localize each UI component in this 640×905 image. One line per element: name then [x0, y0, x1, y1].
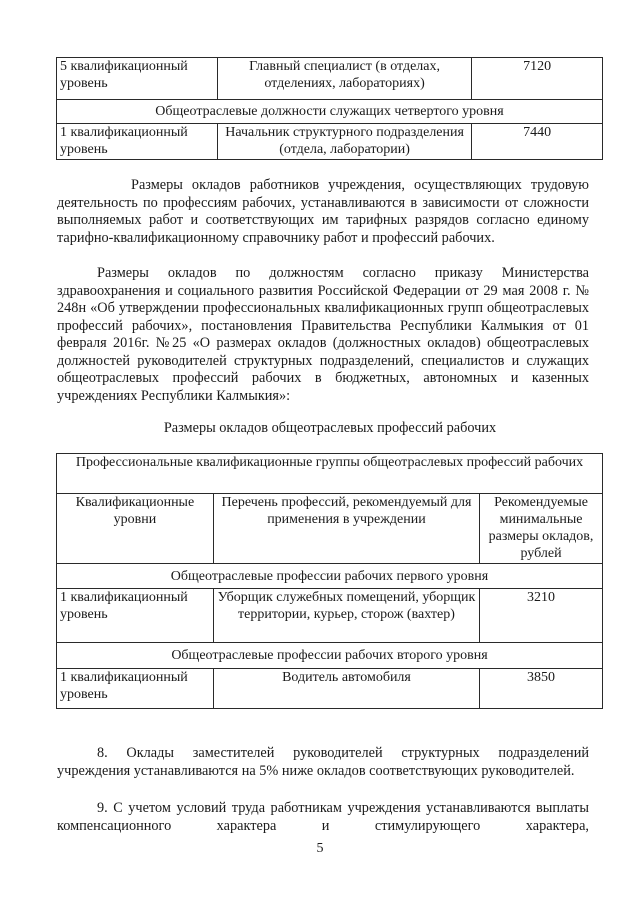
- table-row: [57, 58, 603, 100]
- paragraph-9: 9. С учетом условий труда работникам учреждения устанавливаются выплаты компенсационного характера и стимулирующего характера,: [57, 800, 589, 834]
- salary-cell: 3850: [480, 669, 603, 709]
- header-recommended-salary: Рекомендуемые минимальные размеры окладов, рублей: [480, 494, 603, 564]
- group-header-cell: Общеотраслевые профессии рабочих первого уровня: [57, 564, 603, 589]
- paragraph-legal-basis: Размеры окладов по должностям согласно приказу Министерства здравоохранения и социального развития Российской Федерации от 29 мая 2008 г. № 248н «Об утверждении профессиональных квалификационных групп общеотраслевых профессий рабочих», постановления Правительства Республики Калмыкия от 01 февраля 2016г. №25 «О размерах окладов (должностных окладов) общеотраслевых должностей руководителей структурных подразделений, специалистов и служащих общеотраслевых профессий рабочих в бюджетных, автономных и казенных учреждениях Республики Калмыкия»:: [57, 265, 589, 404]
- qualification-level-cell: 5 квалификационный уровень: [57, 58, 218, 100]
- page-number: 5: [316, 841, 324, 856]
- group-header-row: [57, 100, 603, 124]
- header-qualification-levels: Квалификационные уровни: [57, 494, 214, 564]
- group-header-row: [57, 564, 603, 589]
- table-title-row: [57, 454, 603, 494]
- qualification-level-cell: 1 квалификационный уровень: [57, 124, 218, 160]
- paragraph-worker-salaries: Размеры окладов работников учреждения, осуществляющих трудовую деятельность по профессиям рабочих, устанавливаются в зависимости от сложности выполняемых работ и соответствующих им тарифных разрядов согласно единому тарифно-квалификационному справочнику работ и профессий рабочих.: [57, 177, 589, 246]
- salary-cell: 7120: [472, 58, 603, 100]
- professions-cell: Уборщик служебных помещений, уборщик территории, курьер, сторож (вахтер): [213, 589, 479, 643]
- qualification-level-cell: 1 квалификационный уровень: [57, 589, 214, 643]
- professions-cell: Водитель автомобиля: [213, 669, 479, 709]
- qualification-level-cell: 1 квалификационный уровень: [57, 669, 214, 709]
- table-caption: Размеры окладов общеотраслевых профессий рабочих: [163, 420, 497, 436]
- group-header-row: [57, 643, 603, 669]
- salary-table-continued: [56, 57, 603, 160]
- salary-cell: 7440: [472, 124, 603, 160]
- table-row: [57, 589, 603, 643]
- position-cell: Начальник структурного подразделения (отдела, лаборатории): [217, 124, 471, 160]
- table-row: [57, 124, 603, 160]
- paragraph-8: 8. Оклады заместителей руководителей структурных подразделений учреждения устанавливаются на 5% ниже окладов соответствующих руководителей.: [57, 745, 589, 779]
- table-header-row: [57, 494, 603, 564]
- salary-cell: 3210: [480, 589, 603, 643]
- group-header-cell: Общеотраслевые должности служащих четвертого уровня: [57, 100, 603, 124]
- header-professions-list: Перечень профессий, рекомендуемый для применения в учреждении: [213, 494, 479, 564]
- table-title-cell: Профессиональные квалификационные группы общеотраслевых профессий рабочих: [57, 454, 603, 494]
- table-row: [57, 669, 603, 709]
- worker-salary-table: [56, 453, 603, 709]
- position-cell: Главный специалист (в отделах, отделениях, лабораториях): [217, 58, 471, 100]
- group-header-cell: Общеотраслевые профессии рабочих второго уровня: [57, 643, 603, 669]
